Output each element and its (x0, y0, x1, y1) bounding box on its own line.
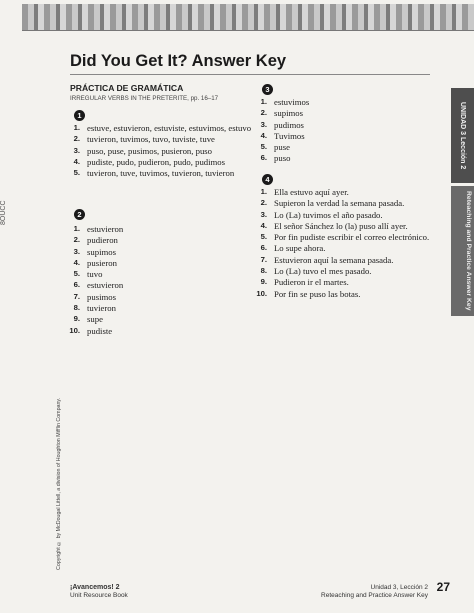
item-number: 2. (260, 108, 267, 118)
exercise-4-badge: 4 (262, 174, 273, 185)
list-item (253, 255, 443, 265)
item-answer: puse (274, 142, 290, 153)
list-item (66, 292, 256, 302)
title-rule (70, 74, 430, 75)
item-answer: puso, puse, pusimos, pusieron, puso (87, 145, 213, 156)
list-item (253, 266, 443, 276)
list-item (66, 314, 256, 324)
item-number: 2. (73, 235, 80, 245)
item-number: 1. (73, 123, 80, 132)
exercise-2-badge: 2 (74, 209, 85, 220)
item-answer: Por fin pudiste escribir el correo electrónico. (274, 232, 430, 243)
item-answer: puso (274, 153, 291, 164)
list-item (253, 97, 443, 107)
item-answer: tuvieron, tuve, tuvimos, tuvieron, tuvieron (87, 168, 235, 179)
item-number: 8. (73, 303, 80, 313)
item-number: 9. (260, 277, 267, 287)
item-number: 5. (260, 232, 267, 242)
item-answer: pusieron (87, 257, 117, 268)
item-answer: supimos (274, 108, 303, 119)
exercise-3-badge: 3 (262, 84, 273, 95)
item-number: 3. (260, 119, 267, 129)
item-number: 4. (73, 156, 80, 166)
item-answer: estuve, estuvieron, estuviste, estuvimos, estuvo (87, 123, 252, 133)
item-number: 5. (260, 142, 267, 152)
item-number: 10. (69, 325, 80, 335)
item-answer: estuvimos (274, 97, 310, 107)
footer-book-title: ¡Avancemos! 2 (70, 584, 120, 591)
item-number: 3. (73, 246, 80, 256)
list-item (253, 198, 443, 208)
footer-book-subtitle: Unit Resource Book (70, 592, 128, 599)
item-number: 4. (260, 220, 267, 230)
list-item (66, 157, 256, 167)
list-item (253, 243, 443, 253)
page-title: Did You Get It? Answer Key (70, 52, 287, 70)
list-item (253, 221, 443, 231)
item-answer: estuvieron (87, 280, 124, 291)
item-answer: El señor Sánchez lo (la) puso allí ayer. (274, 220, 408, 231)
item-number: 4. (260, 130, 267, 140)
item-answer: Lo (La) tuvo el mes pasado. (274, 266, 372, 277)
section-subheading: IRREGULAR VERBS IN THE PRETERITE, pp. 16–17 (70, 95, 219, 102)
item-number: 1. (260, 97, 267, 106)
side-tab-answer-key: Reteaching and Practice Answer Key (451, 186, 474, 316)
item-number: 6. (260, 153, 267, 163)
item-answer: tuvieron, tuvimos, tuvo, tuviste, tuve (87, 134, 215, 145)
list-item (66, 303, 256, 313)
item-number: 2. (260, 198, 267, 208)
list-item (66, 123, 256, 133)
list-item (66, 247, 256, 257)
list-item (253, 277, 443, 287)
decorative-banner (22, 4, 474, 31)
item-answer: tuvieron (87, 303, 116, 314)
item-number: 5. (73, 168, 80, 178)
item-answer: Tuvimos (274, 130, 305, 141)
list-item (253, 108, 443, 118)
list-item (66, 269, 256, 279)
item-number: 5. (73, 269, 80, 279)
list-item (66, 146, 256, 156)
item-answer: Lo supe ahora. (274, 243, 326, 254)
side-tab-unit: UNIDAD 3 Lección 2 (451, 88, 474, 183)
list-item (253, 232, 443, 242)
item-number: 10. (256, 288, 267, 298)
list-item (253, 142, 443, 152)
left-margin-code: 8OUCC (0, 200, 7, 225)
list-item (66, 235, 256, 245)
item-answer: Supieron la verdad la semana pasada. (274, 198, 405, 209)
section-heading: PRÁCTICA DE GRAMÁTICA (70, 83, 184, 93)
item-answer: Estuvieron aquí la semana pasada. (274, 254, 394, 265)
exercise-4-list (253, 187, 443, 300)
item-answer: Por fin se puso las botas. (274, 288, 361, 299)
list-item (66, 326, 256, 336)
list-item (66, 224, 256, 234)
page-number: 27 (436, 580, 450, 594)
item-number: 7. (260, 254, 267, 264)
list-item (66, 168, 256, 178)
list-item (253, 187, 443, 197)
list-item (253, 289, 443, 299)
item-number: 3. (260, 209, 267, 219)
item-number: 8. (260, 266, 267, 276)
item-answer: Ella estuvo aquí ayer. (274, 187, 349, 197)
copyright-notice: Copyright © by McDougal Littell, a division of Houghton Mifflin Company. (56, 397, 62, 570)
footer-key-line: Reteaching and Practice Answer Key (321, 592, 428, 599)
item-answer: pusimos (87, 291, 116, 302)
item-number: 2. (73, 134, 80, 144)
item-number: 1. (260, 187, 267, 196)
list-item (253, 210, 443, 220)
item-number: 6. (260, 243, 267, 253)
item-number: 3. (73, 145, 80, 155)
footer-unit-line: Unidad 3, Lección 2 (370, 584, 428, 591)
list-item (66, 258, 256, 268)
item-number: 6. (73, 280, 80, 290)
exercise-1-list (66, 123, 256, 179)
item-number: 9. (73, 314, 80, 324)
list-item (253, 120, 443, 130)
item-answer: tuvo (87, 269, 103, 280)
list-item (66, 134, 256, 144)
item-answer: supe (87, 314, 103, 325)
item-answer: pudimos (274, 119, 304, 130)
item-answer: pudiste (87, 325, 113, 336)
list-item (253, 153, 443, 163)
item-answer: pudieron (87, 235, 118, 246)
footer-left (70, 584, 128, 600)
item-number: 1. (73, 224, 80, 233)
item-answer: estuvieron (87, 224, 124, 234)
list-item (66, 280, 256, 290)
item-answer: Pudieron ir el martes. (274, 277, 349, 288)
item-answer: Lo (La) tuvimos el año pasado. (274, 209, 383, 220)
item-answer: supimos (87, 246, 116, 257)
exercise-1-badge: 1 (74, 110, 85, 121)
exercise-2-list (66, 224, 256, 337)
item-answer: pudiste, pudo, pudieron, pudo, pudimos (87, 156, 226, 167)
item-number: 7. (73, 291, 80, 301)
item-number: 4. (73, 257, 80, 267)
exercise-3-list (253, 97, 443, 165)
footer-right (321, 584, 428, 600)
list-item (253, 131, 443, 141)
